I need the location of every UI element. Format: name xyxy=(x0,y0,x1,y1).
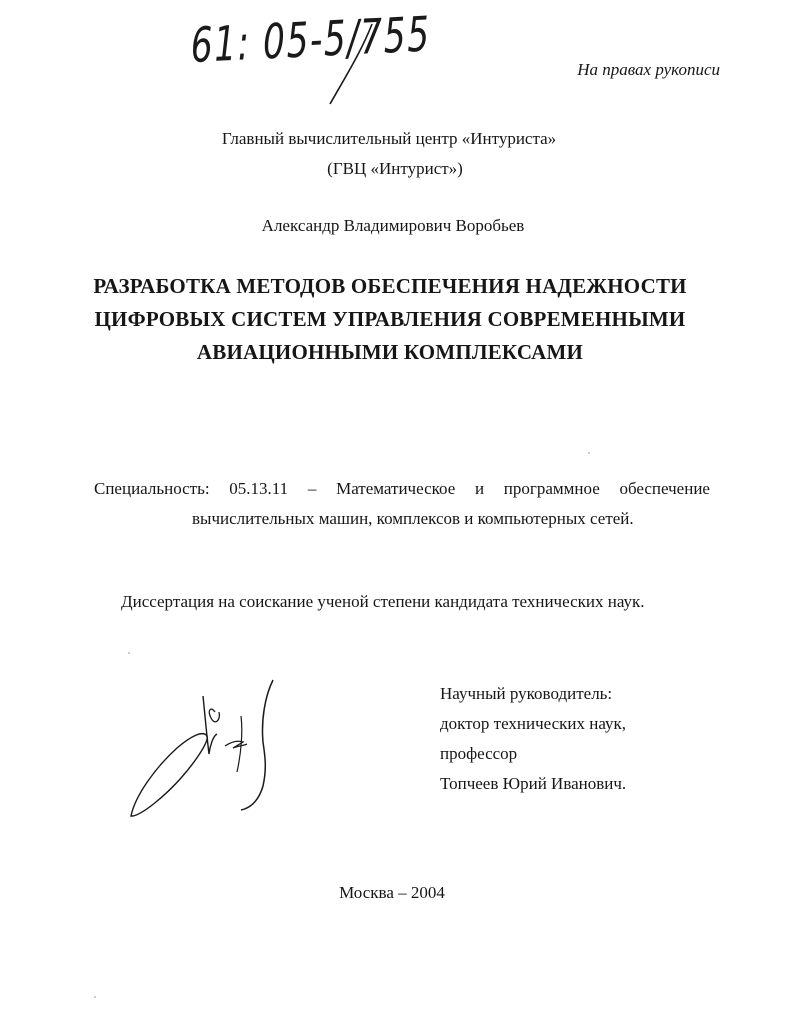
advisor-name: Топчеев Юрий Иванович. xyxy=(440,774,627,793)
advisor-degree: доктор технических наук, xyxy=(440,714,627,733)
advisor-block xyxy=(440,679,626,799)
dissertation-title xyxy=(60,270,720,369)
specialty-word: и xyxy=(474,479,485,498)
handwritten-catalog-code: 61: 05-5/755 xyxy=(190,6,432,74)
specialty-dash: – xyxy=(307,479,317,498)
scan-speck xyxy=(588,452,590,454)
specialty-block xyxy=(94,474,710,534)
advisor-role: Научный руководитель: xyxy=(440,684,613,703)
degree-statement: Диссертация на соискание ученой степени кандидата технических наук. xyxy=(121,592,645,611)
specialty-line-1 xyxy=(94,474,710,504)
organization-name: Главный вычислительный центр «Интуриста» xyxy=(221,129,557,148)
scan-speck xyxy=(128,652,130,654)
specialty-line-2: вычислительных машин, комплексов и компьютерных сетей. xyxy=(192,509,634,528)
handwritten-slash-mark xyxy=(326,20,378,108)
organization-short-name: (ГВЦ «Интурист») xyxy=(327,159,463,178)
specialty-word: Математическое xyxy=(336,479,456,498)
specialty-word: обеспечение xyxy=(619,479,710,498)
author-name: Александр Владимирович Воробьев xyxy=(261,216,525,235)
advisor-title: профессор xyxy=(440,744,518,763)
title-line: РАЗРАБОТКА МЕТОДОВ ОБЕСПЕЧЕНИЯ НАДЕЖНОСТИ xyxy=(93,274,687,298)
city-year: Москва – 2004 xyxy=(339,883,445,902)
title-line: ЦИФРОВЫХ СИСТЕМ УПРАВЛЕНИЯ СОВРЕМЕННЫМИ xyxy=(94,307,686,331)
scan-speck xyxy=(94,996,96,998)
title-line: АВИАЦИОННЫМИ КОМПЛЕКСАМИ xyxy=(196,340,584,364)
rights-notice: На правах рукописи xyxy=(577,60,720,79)
signature-icon xyxy=(125,676,285,822)
specialty-code: 05.13.11 xyxy=(229,479,289,498)
specialty-label: Специальность: xyxy=(94,479,210,498)
specialty-word: программное xyxy=(503,479,600,498)
